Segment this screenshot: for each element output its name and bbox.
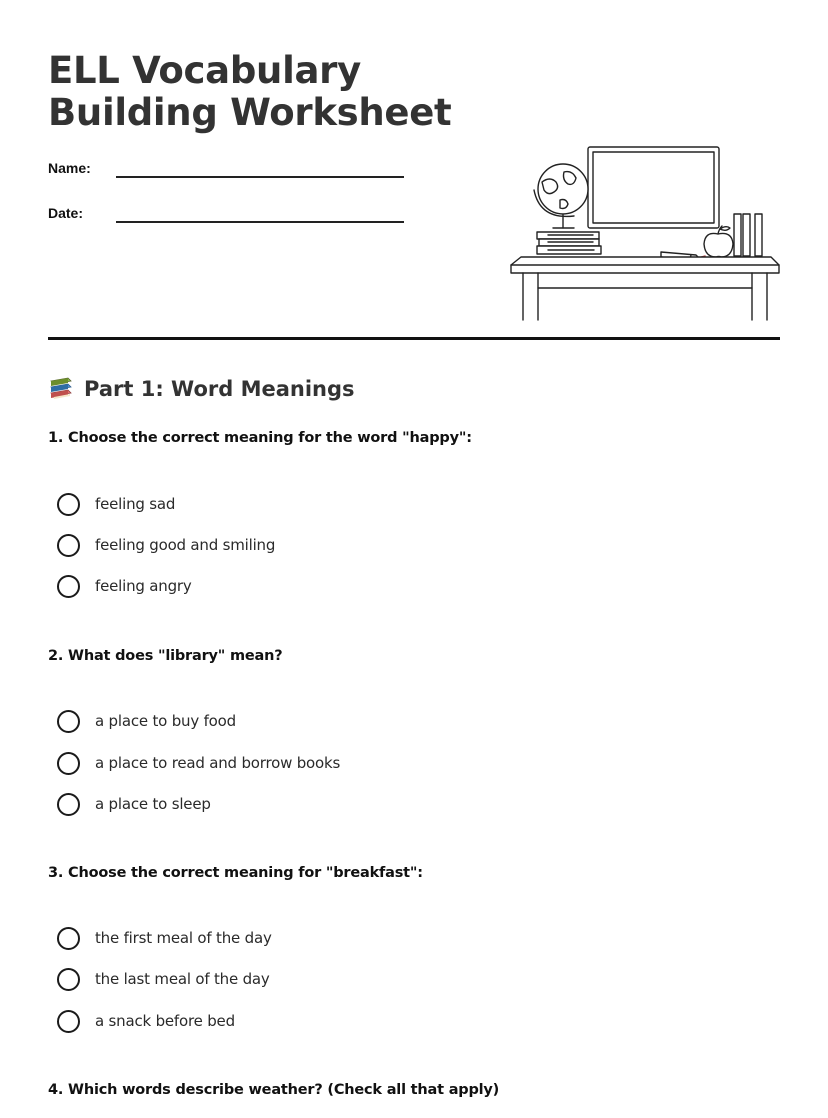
option-label: feeling angry (95, 577, 192, 595)
radio-button[interactable] (57, 575, 80, 598)
classroom-desk-illustration (508, 142, 784, 322)
section-divider (48, 337, 780, 340)
worksheet-title: ELL Vocabulary Building Worksheet (48, 49, 452, 134)
q3-option-1[interactable] (57, 925, 272, 951)
name-label: Name: (48, 160, 91, 176)
radio-button[interactable] (57, 968, 80, 991)
radio-button[interactable] (57, 752, 80, 775)
q2-option-3[interactable] (57, 791, 211, 817)
option-label: feeling sad (95, 495, 176, 513)
question-3: 3. Choose the correct meaning for "breakfast": (48, 865, 423, 881)
option-label: feeling good and smiling (95, 536, 276, 554)
option-label: the first meal of the day (95, 929, 272, 947)
radio-button[interactable] (57, 534, 80, 557)
radio-button[interactable] (57, 927, 80, 950)
question-2: 2. What does "library" mean? (48, 648, 283, 664)
date-label: Date: (48, 205, 84, 221)
name-line[interactable] (116, 176, 404, 178)
books-icon (48, 376, 74, 402)
radio-button[interactable] (57, 793, 80, 816)
q3-option-3[interactable] (57, 1008, 235, 1034)
q1-option-3[interactable] (57, 573, 192, 599)
option-label: the last meal of the day (95, 970, 270, 988)
q1-option-1[interactable] (57, 491, 175, 517)
date-line[interactable] (116, 221, 404, 223)
section-heading (48, 374, 355, 404)
option-label: a place to buy food (95, 712, 236, 730)
name-field[interactable] (48, 160, 408, 184)
q2-option-1[interactable] (57, 708, 236, 734)
date-field[interactable] (48, 205, 408, 229)
option-label: a place to read and borrow books (95, 754, 341, 772)
option-label: a snack before bed (95, 1012, 235, 1030)
radio-button[interactable] (57, 1010, 80, 1033)
question-1: 1. Choose the correct meaning for the word "happy": (48, 430, 472, 446)
option-label: a place to sleep (95, 795, 211, 813)
q1-option-2[interactable] (57, 532, 275, 558)
q3-option-2[interactable] (57, 966, 270, 992)
question-4: 4. Which words describe weather? (Check all that apply) (48, 1082, 500, 1098)
q2-option-2[interactable] (57, 750, 340, 776)
radio-button[interactable] (57, 493, 80, 516)
section-title-text: Part 1: Word Meanings (84, 377, 355, 401)
radio-button[interactable] (57, 710, 80, 733)
